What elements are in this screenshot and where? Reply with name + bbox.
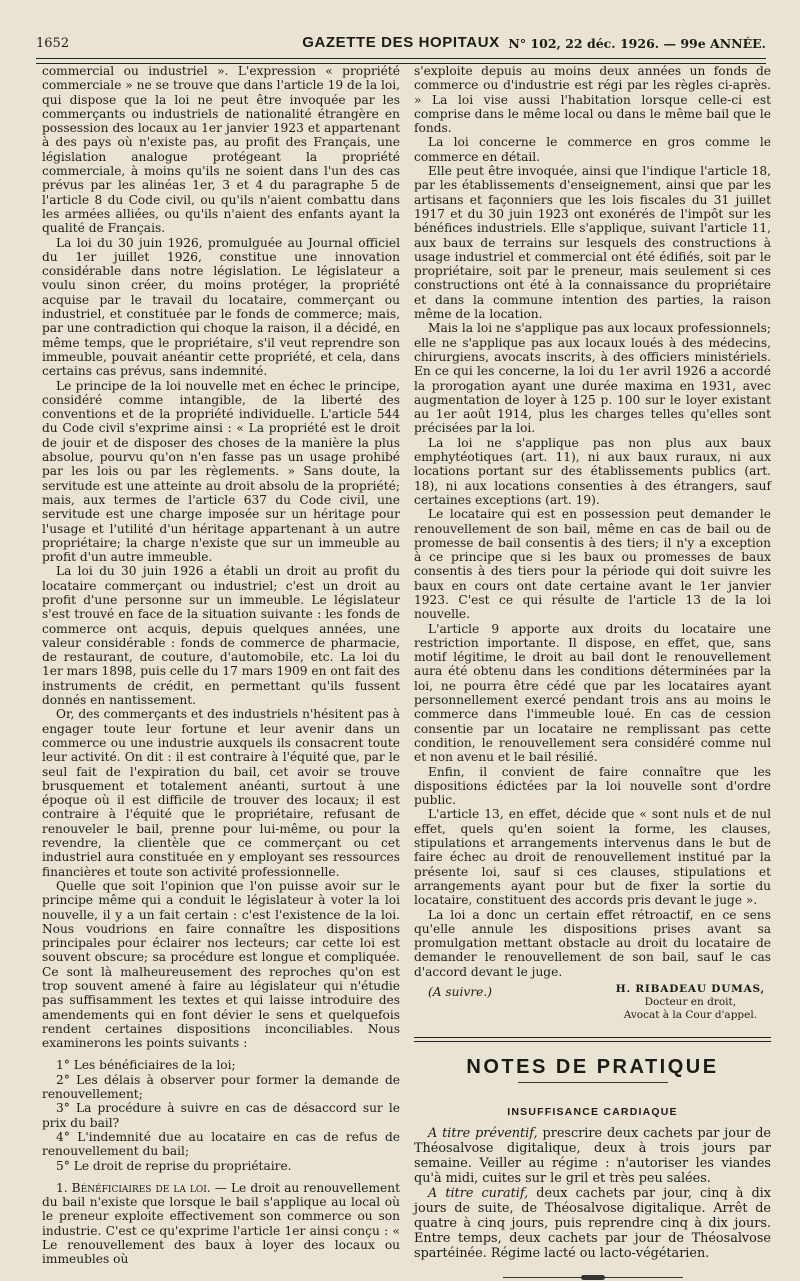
journal-title: GAZETTE DES HOPITAUX xyxy=(302,34,500,51)
paragraph: La loi du 30 juin 1926, promulguée au Journal officiel du 1er juillet 1926, constitue une innovation considérable dans notre législation. Le législateur a voulu sinon créer, du moins protéger, la propriété acquise par le travail du locataire, commerçant ou industriel, et constituée par le fonds de commerce; mais, par une contradiction qui choque la raison, il a décidé, en même temps, que le propriétaire, s'il veut reprendre son immeuble, pouvait anéantir cette propriété, et cela, dans certains cas prévus, sans indemnité. xyxy=(42,235,400,379)
paragraph: La loi ne s'applique pas non plus aux baux emphytéotiques (art. 11), ni aux baux ruraux, ni aux locations portant sur des établissements publics (art. 18), ni aux locations consenties à des étrangers, sauf certaines exceptions (art. 19). xyxy=(414,435,771,507)
author-title: Avocat à la Cour d'appel. xyxy=(623,1009,758,1021)
end-ornament xyxy=(503,1275,683,1281)
left-column xyxy=(42,64,400,1267)
list-item: 5° Le droit de reprise du propriétaire. xyxy=(56,1158,292,1173)
notes-body xyxy=(414,1126,771,1261)
paragraph: Le locataire qui est en possession peut demander le renouvellement de son bail, même en cas de bail ou de promesse de bail consentis à des tiers; il n'y a exception à ce principe que si les baux ou promesses de baux consentis à des tiers pour la période qui doit suivre les baux en cours ont date certaine avant le 1er janvier 1923. C'est ce qui résulte de l'article 13 de la loi nouvelle. xyxy=(414,507,771,622)
author-block xyxy=(616,983,765,1022)
section-paragraph xyxy=(42,1181,400,1267)
list-item: 2° Les délais à observer pour former la demande de renouvellement; xyxy=(42,1072,400,1102)
note-paragraph xyxy=(414,1126,771,1186)
paragraph: L'article 13, en effet, décide que « sont nuls et de nul effet, quels qu'en soient la forme, les clauses, stipulations et arrangements intervenus dans le but de faire échec au droit de renouvellement institué par la présente loi, sauf si ces clauses, stipulations et arrangements ayant pour but de fixer la sortie du locataire, constituent des accords pris devant le juge ». xyxy=(414,807,771,908)
paragraph: La loi concerne le commerce en gros comme le commerce en détail. xyxy=(414,135,771,164)
page-header xyxy=(36,34,766,56)
note-text: prescrire deux cachets par jour de Théosalvose digitalique, deux à trois jours par semaine. Veiller au régime : n'autoriser les viandes qu'à midi, cuites sur le gril et très peu salées. xyxy=(414,1125,771,1186)
paragraph: Elle peut être invoquée, ainsi que l'indique l'article 18, par les établissements d'enseignement, ainsi que par les artisans et façonniers que les lois fiscales du 31 juillet 1917 et du 30 juin 1923 ont exonérés de l'impôt sur les bénéfices industriels. Elle s'applique, suivant l'article 11, aux baux de terrains sur lesquels des constructions à usage industriel et commercial ont été édifiés, soit par le propriétaire, soit par le preneur, mais seulement si ces constructions ont été à la connaissance du propriétaire et dans la commune intention des parties, la raison même de la location. xyxy=(414,164,771,322)
paragraph: s'exploite depuis au moins deux années un fonds de commerce ou d'industrie est régi par les règles ci-après. » La loi vise aussi l'habitation lorsque celle-ci est comprise dans le même local ou dans le même bail que le fonds. xyxy=(414,64,771,136)
paragraph: L'article 9 apporte aux droits du locataire une restriction importante. Il dispose, en effet, que, sans motif légitime, le droit au bail dont le renouvellement aura été obtenu dans les conditions déterminées par la loi, ne pourra être cédé que par les locataires ayant personnellement exercé pendant trois ans au moins le commerce dans l'immeuble loué. En cas de cession consentie par un locataire ne remplissant pas cette condition, le renouvellement sera considéré comme nul et non avenu et le bail résilié. xyxy=(414,621,771,765)
note-label: A titre préventif, xyxy=(428,1125,538,1141)
paragraph: Enfin, il convient de faire connaître que les dispositions édictées par la loi nouvelle sont d'ordre public. xyxy=(414,764,771,808)
to-be-continued: (A suivre.) xyxy=(428,985,492,999)
section-text: — Le droit au renouvellement du bail n'existe que lorsque le bail s'applique au local où le preneur exploite effectivement son commerce ou son industrie. C'est ce qu'exprime l'article 1er ainsi conçu : « Le renouvellement des baux à loyer des locaux ou immeubles où xyxy=(42,1180,401,1267)
note-label: A titre curatif, xyxy=(428,1185,529,1201)
author-title: Docteur en droit, xyxy=(644,996,737,1008)
paragraph: Or, des commerçants et des industriels n'hésitent pas à engager toute leur fortune et leur avenir dans un commerce ou une industrie auxquels ils consacrent toute leur activité. On dit : il est contraire à l'équité que, par le seul fait de l'expiration du bail, cet avoir se trouve brusquement et totalement anéanti, surtout à une époque où il est difficile de trouver des locaux; il est contraire à l'équité que le propriétaire, refusant de renouveler le bail, prenne pour lui-même, ou pour la revendre, la clientèle que ce commerçant ou cet industriel aura constituée en y employant ses ressources financières et toute son activité professionnelle. xyxy=(42,707,400,879)
paragraph: Le principe de la loi nouvelle met en échec le principe, considéré comme intangible, de la liberté des conventions et de la propriété individuelle. L'article 544 du Code civil s'exprime ainsi : « La propriété est le droit de jouir et de disposer des choses de la manière la plus absolue, pourvu qu'on n'en fasse pas un usage prohibé par les lois ou par les règlements. » Sans doute, la servitude est une atteinte au droit absolu de la propriété; mais, aux termes de l'article 637 du Code civil, une servitude est une charge imposée sur un héritage pour l'usage et l'utilité d'un héritage appartenant à un autre propriétaire; la charge n'existe que sur un immeuble au profit d'un autre immeuble. xyxy=(42,378,400,565)
list-item: 3° La procédure à suivre en cas de désaccord sur le prix du bail? xyxy=(42,1101,400,1130)
list-item: 4° L'indemnité due au locataire en cas de refus de renouvellement du bail; xyxy=(42,1129,400,1159)
paragraph: Quelle que soit l'opinion que l'on puisse avoir sur le principe même qui a conduit le législateur à voter la loi nouvelle, il y a un fait certain : c'est l'existence de la loi. Nous voudrions en faire connaître les dispositions principales pour éclairer nos lecteurs; car cette loi est souvent obscure; sa procédure est longue et compliquée. Ce sont là malheureusement des reproches qu'on est trop souvent amené à faire au législateur qui n'étudie pas suffisamment les textes et qui laisse introduire des amendements qui en font dévier le sens et quelquefois rendent certaines dispositions inconciliables. Nous examinerons les points suivants : xyxy=(42,878,400,1051)
issue-info: N° 102, 22 déc. 1926. — 99e ANNÉE. xyxy=(508,36,766,51)
note-paragraph xyxy=(414,1186,771,1261)
list-item: 1° Les bénéficiaires de la loi; xyxy=(56,1058,236,1073)
paragraph: La loi a donc un certain effet rétroactif, en ce sens qu'elle annule les dispositions prises avant sa promulgation mettant obstacle au droit du locataire de demander le renouvellement de son bail, sauf le cas d'accord devant le juge. xyxy=(414,907,771,979)
paragraph: Mais la loi ne s'applique pas aux locaux professionnels; elle ne s'applique pas aux locaux loués à des médecins, chirurgiens, avocats inscrits, à des officiers ministériels. En ce qui les concerne, la loi du 1er avril 1926 a accordé la prorogation ayant une durée maxima en 1931, avec augmentation de loyer à 125 p. 100 sur le loyer existant au 1er août 1914, plus les charges telles qu'elles sont précisées par la loi. xyxy=(414,321,771,436)
notes-title: NOTES DE PRATIQUE xyxy=(466,1056,719,1078)
note-text: deux cachets par jour, cinq à dix jours de suite, de Théosalvose digitalique. Arrêt de quatre à cinq jours, puis reprendre cinq à dix jours. Entre temps, deux cachets par jour de Théosalvose spartéinée. Régime lacté ou lacto-végétarien. xyxy=(414,1185,771,1261)
notes-subheading: INSUFFISANCE CARDIAQUE xyxy=(507,1106,678,1119)
paragraph: commercial ou industriel ». L'expression « propriété commerciale » ne se trouve que dans l'article 19 de la loi, qui dispose que la loi ne peut être invoquée par les commerçants ou industriels de nationalité étrangère en possession des locaux au 1er janvier 1923 et appartenant à des pays où n'existe pas, au profit des Français, une législation analogue protégeant la propriété commerciale, à moins qu'ils ne soient dans l'un des cas prévus par les alinéas 1er, 3 et 4 du paragraphe 5 de l'article 8 du Code civil, ou qu'ils n'aient combattu dans les armées alliées, ou qu'ils n'aient des enfants ayant la qualité de Français. xyxy=(42,64,400,236)
title-underline xyxy=(518,1082,668,1083)
page-number: 1652 xyxy=(36,36,70,51)
paragraph: La loi du 30 juin 1926 a établi un droit au profit du locataire commerçant ou industriel; c'est un droit au profit d'une personne sur un immeuble. Le législateur s'est trouvé en face de la situation suivante : les fonds de commerce ont acquis, depuis quelques années, une valeur considérable : fonds de commerce de pharmacie, de restaurant, de couture, d'automobile, etc. La loi du 1er mars 1898, puis celle du 17 mars 1909 en ont fait des instruments de crédit, en permettant qu'ils fussent donnés en nantissement. xyxy=(42,564,400,708)
section-heading: 1. Bénéficiaires de la loi. xyxy=(56,1180,211,1195)
right-column xyxy=(414,64,771,1281)
section-rule xyxy=(414,1037,771,1042)
signature-block xyxy=(414,983,771,1033)
author-name: H. RIBADEAU DUMAS, xyxy=(615,983,765,995)
